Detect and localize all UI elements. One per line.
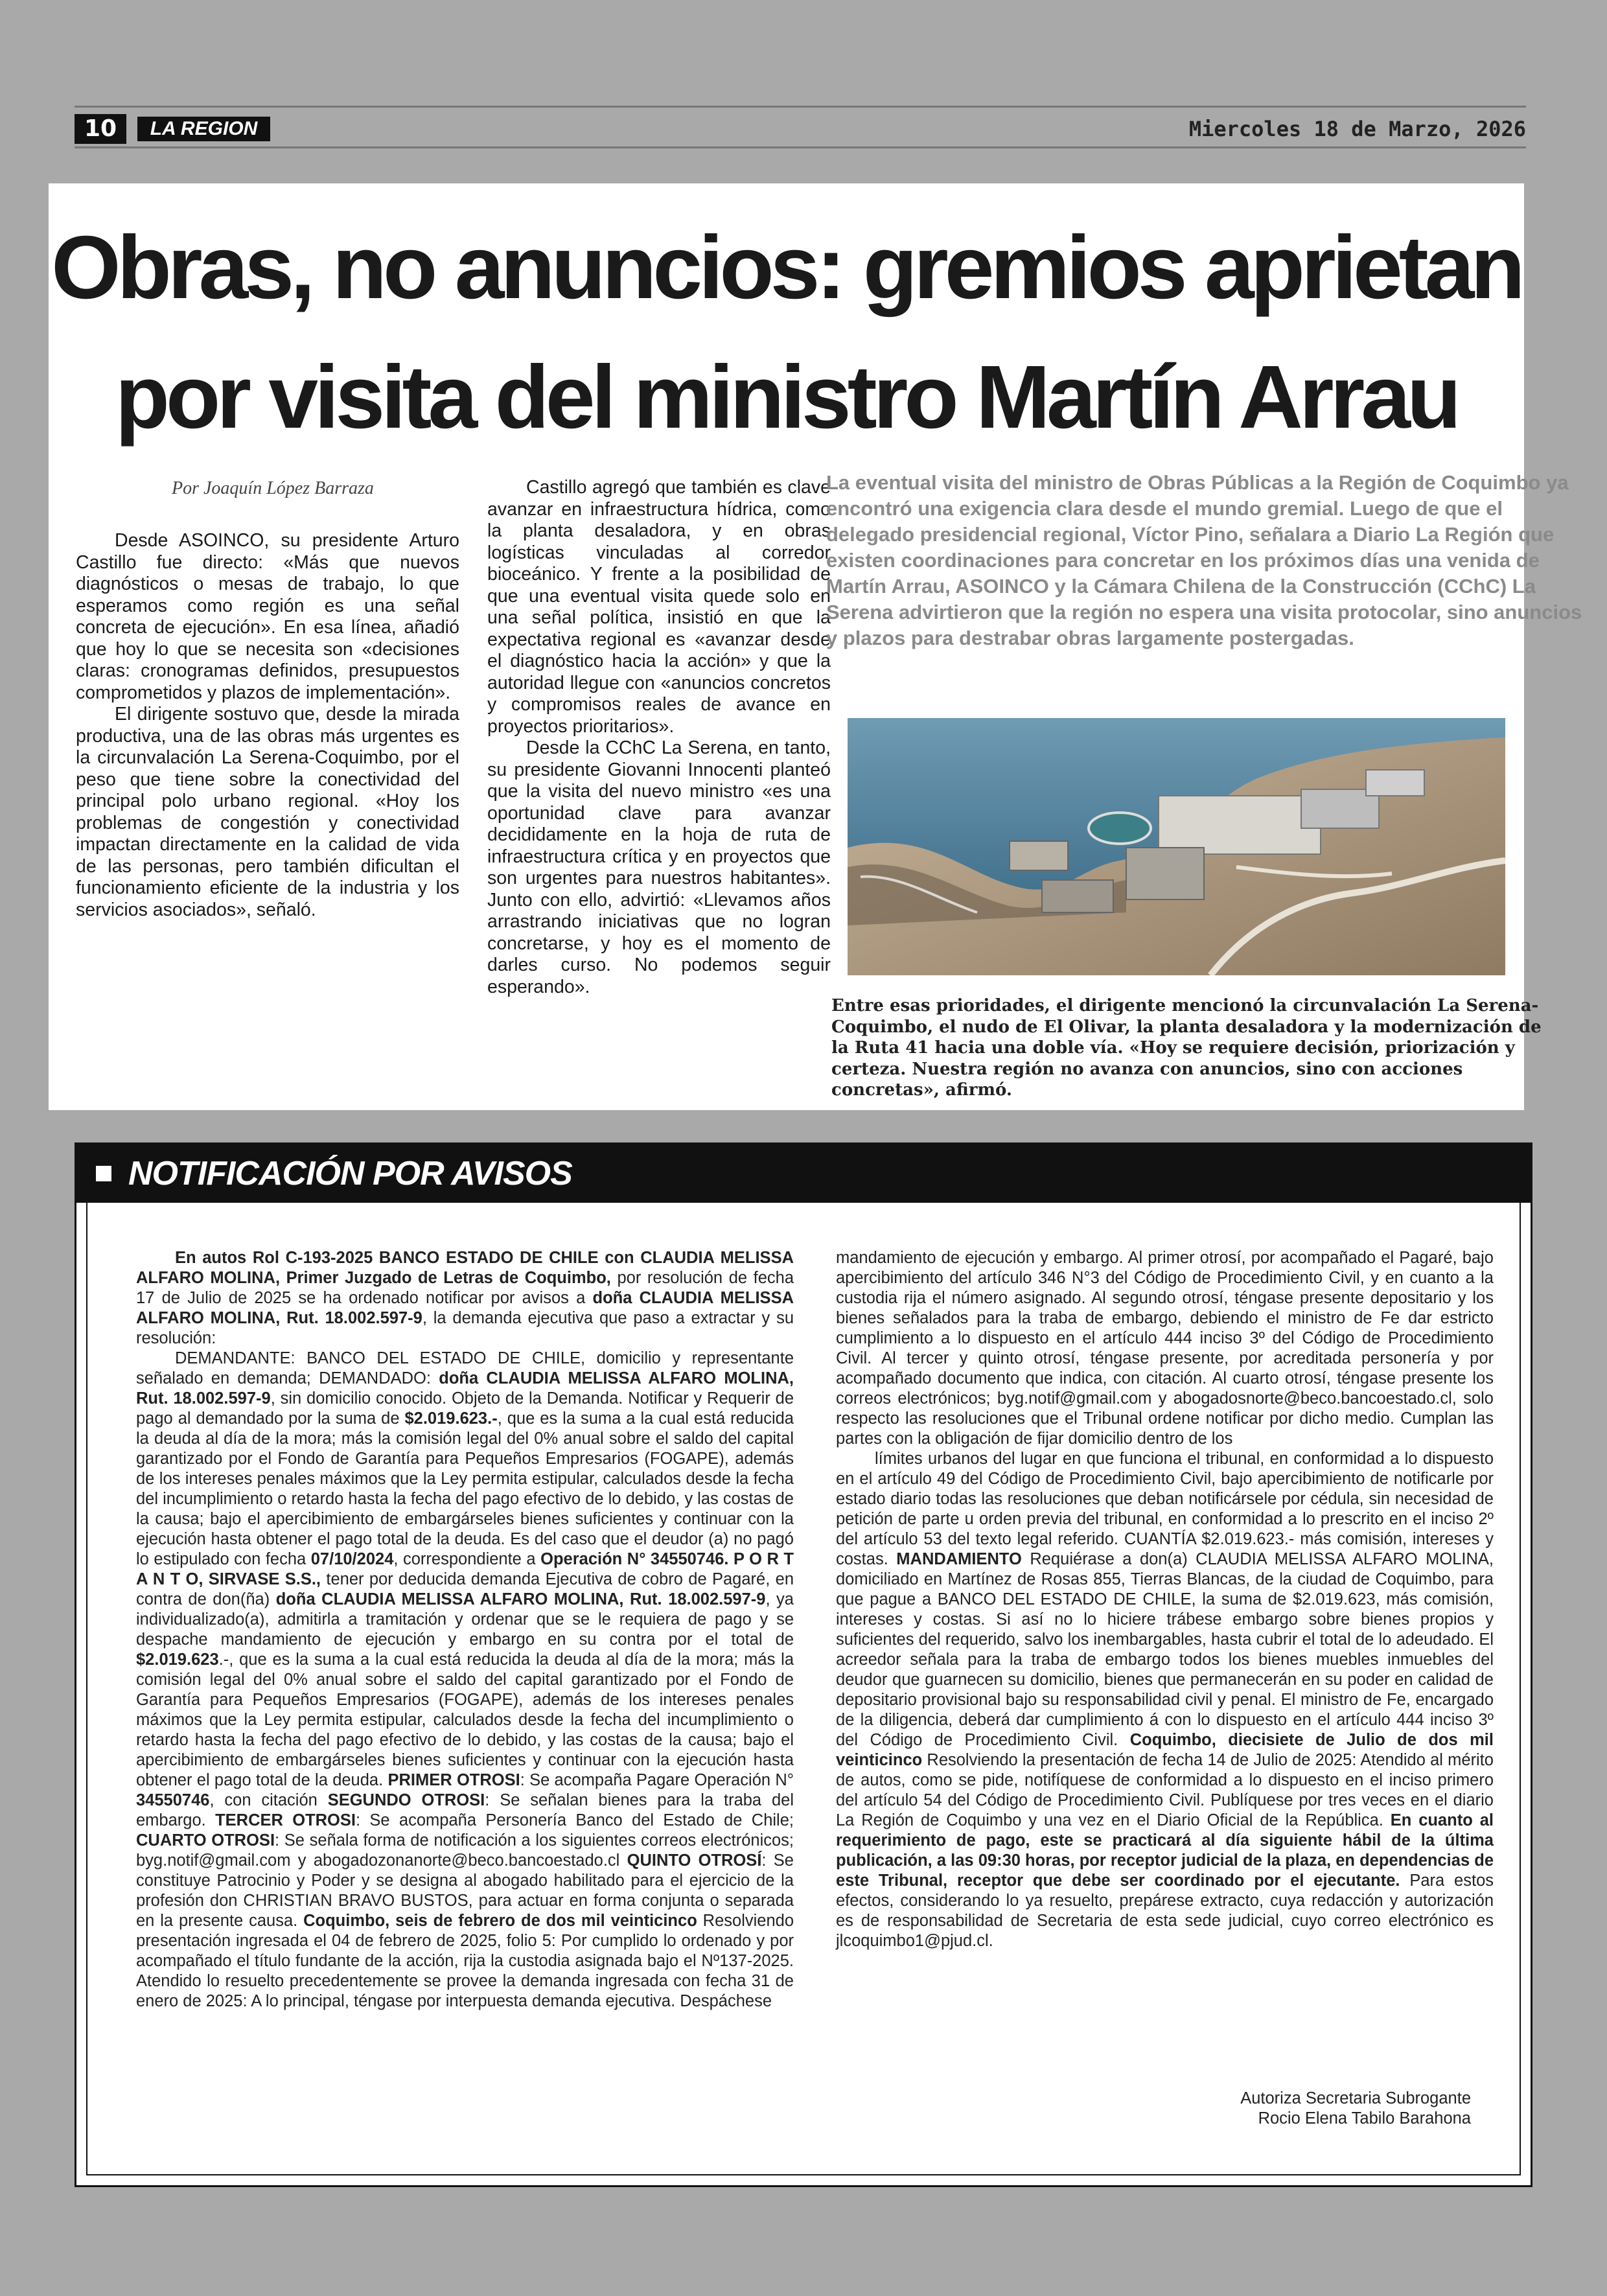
desalination-plant-photo bbox=[848, 718, 1505, 975]
article-column-1 bbox=[76, 530, 459, 921]
article-column-2 bbox=[487, 477, 831, 998]
aerial-photo-illustration bbox=[848, 718, 1505, 975]
legal-notice bbox=[75, 1142, 1532, 2187]
lead-paragraph: La eventual visita del ministro de Obras Públicas a la Región de Coquimbo ya encontró una exigencia clara desde el mundo gremial. Luego de que el delegado presidencial regional, Víctor Pino, señalara a Diario La Región que existen coordinaciones para concretar en los próximos días una venida de Martín Arrau, ASOINCO y la Cámara Chilena de la Construcción (CChC) La Serena advirtieron que la región no espera una visita protocolar, sino anuncios y plazos para destrabar obras largamente postergadas. bbox=[826, 471, 1582, 649]
notice-title-bar bbox=[76, 1144, 1531, 1203]
notice-paragraph: límites urbanos del lugar en que funciona el tribunal, en conformidad a lo dispuesto en el artículo 49 del Código de Procedimiento Civil, bajo apercibimiento de notificarle por estado diario todas las resoluciones que deban notificársele por cédula, sin necesidad de petición de parte u orden previa del tribunal, en conformidad a lo prescrito en el inciso 2º del artículo 53 del texto legal referido. CUANTÍA $2.019.623.- más comisión, intereses y costas. MANDAMIENTO Requiérase a don(a) CLAUDIA MELISSA ALFARO MOLINA, domiciliado en Martínez de Rosas 855, Tierras Blancas, de la ciudad de Coquimbo, para que pague a BANCO DEL ESTADO DE CHILE, la suma de $2.019.623, más comisión, intereses y costas. Si así no lo hiciere trábese embargo sobre bienes propios y suficientes del requerido, salvo los inembargables, hasta cubrir el total de lo adeudado. El acreedor señala para la traba de embargo todos los bienes muebles inmuebles del deudor que guarnecen su domicilio, bienes que permanecerán en su poder en calidad de depositario provisional bajo su responsabilidad civil y penal. El ministro de Fe, encargado de la diligencia, deberá dar cumplimiento á con lo dispuesto en el artículo 444 inciso 3º del Código de Procedimiento Civil. Coquimbo, diecisiete de Julio de dos mil veinticinco Resolviendo la presentación de fecha 14 de Julio de 2025: Atendido al mérito de autos, como se pide, notifíquese de conformidad a lo dispuesto en el inciso primero del artículo 54 del Código de Procedimiento Civil. Publíquese por tres veces en el diario La Región de Coquimbo y una vez en el Diario Oficial de la República. En cuanto al requerimiento de pago, este se practicará al día siguiente hábil de la última publicación, a las 09:30 horas, por receptor judicial de la plaza, en dependencias de este Tribunal, receptor que debe ser coordinado por el ejecutante. Para estos efectos, considerando lo ya resuelto, prepárese extracto, cuya redacción y autorización es de responsabilidad de Secretaria de esta sede judicial, cuyo correo electrónico es jlcoquimbo1@pjud.cl. bbox=[836, 1450, 1494, 1950]
signature-line-1: Autoriza Secretaria Subrogante bbox=[1240, 2089, 1471, 2107]
article bbox=[49, 183, 1582, 1110]
paragraph: Desde la CChC La Serena, en tanto, su presidente Giovanni Innocenti planteó que la visita del nuevo ministro «es una oportunidad clave para avanzar decididamente en la hoja de ruta de infraestructura crítica y en proyectos que son urgentes para nuestros habitantes». Junto con ello, advirtió: «Llevamos años arrastrando iniciativas que no logran concretarse, y hoy es el momento de darles curso. No podemos seguir esperando». bbox=[487, 737, 831, 997]
notice-column-2 bbox=[836, 1248, 1494, 1951]
paragraph: Desde ASOINCO, su presidente Arturo Castillo fue directo: «Más que nuevos diagnósticos o mesas de trabajo, lo que esperamos como región es una señal concreta de ejecución». En esa línea, añadió que hoy lo que se necesita son «decisiones claras: cronogramas definidos, presupuestos comprometidos y plazos de implementación». bbox=[76, 530, 459, 703]
byline: Por Joaquín López Barraza bbox=[172, 478, 374, 498]
signature-line-2: Rocio Elena Tabilo Barahona bbox=[1258, 2109, 1471, 2128]
notice-paragraph: mandamiento de ejecución y embargo. Al primer otrosí, por acompañado el Pagaré, bajo apercibimiento del artículo 346 N°3 del Código de Procedimiento Civil, y en cuanto a la custodia rija el número asignado. Al segundo otrosí, téngase presente depositario y los bienes señalados para la traba de embargo, debiendo el ministro de Fe dar estricto cumplimiento a lo dispuesto en el artículo 444 inciso 3º del Código de Procedimiento Civil. Al tercer y quinto otrosí, téngase presente, por acreditada personería y por acompañado documento que indica, con citación. Al cuarto otrosí, téngase presente los correos electrónicos; byg.notif@gmail.com y abogadosnorte@beco.bancoestado.cl, solo respecto las resoluciones que el Tribunal ordene notificar por dicho medio. Cumplan las partes con la obligación de fijar domicilio dentro de los bbox=[836, 1249, 1494, 1448]
notice-paragraph: En autos Rol C-193-2025 BANCO ESTADO DE CHILE con CLAUDIA MELISSA ALFARO MOLINA, Primer Juzgado de Letras de Coquimbo, por resolución de fecha 17 de Julio de 2025 se ha ordenado notificar por avisos a doña CLAUDIA MELISSA ALFARO MOLINA, Rut. 18.002.597-9, la demanda ejecutiva que paso a extractar y su resolución: bbox=[136, 1249, 794, 1347]
headline-line-2: por visita del ministro Martín Arrau bbox=[115, 347, 1458, 447]
header-top-rule bbox=[75, 106, 1526, 108]
notice-title: NOTIFICACIÓN POR AVISOS bbox=[128, 1155, 572, 1192]
photo-caption: Entre esas prioridades, el dirigente mencionó la circunvalación La Serena-Coquimbo, el nudo de El Olivar, la planta desaladora y la modernización de la Ruta 41 hacia una doble vía. «Hoy se requiere decisión, priorización y certeza. Nuestra región no avanza con anuncios, sino con acciones concretas», afirmó. bbox=[831, 996, 1542, 1100]
paper-name: LA REGION bbox=[137, 117, 270, 141]
notice-paragraph: DEMANDANTE: BANCO DEL ESTADO DE CHILE, domicilio y representante señalado en demanda; DEMANDADO: doña CLAUDIA MELISSA ALFARO MOLINA, Rut. 18.002.597-9, sin domicilio conocido. Objeto de la Demanda. Notificar y Requerir de pago al demandado por la suma de $2.019.623.-, que es la suma a la cual está reducida la deuda al día de la mora; más la comisión legal del 0% anual sobre el saldo del capital garantizado por el Fondo de Garantía para Pequeños Empresarios (FOGAPE), además de los intereses penales máximos que la Ley permita estipular, calculados desde la fecha del incumplimiento o retardo hasta la fecha del pago efectivo de lo debido, y las costas de la causa; bajo el apercibimiento de embargárseles bienes suficientes y continuar con la ejecución hasta obtener el pago total de la deuda. Es del caso que el deudor (a) no pagó lo estipulado con fecha 07/10/2024, correspondiente a Operación N° 34550746. P O R T A N T O, SIRVASE S.S., tener por deducida demanda Ejecutiva de cobro de Pagaré, en contra de don(ña) doña CLAUDIA MELISSA ALFARO MOLINA, Rut. 18.002.597-9, ya individualizado(a), admitirla a tramitación y ordenar que se le requiera de pago y se despache mandamiento de ejecución y embargo en su contra por el total de $2.019.623.-, que es la suma a la cual está reducida la deuda al día de la mora; más la comisión legal del 0% anual sobre el saldo del capital garantizado por el Fondo de Garantía para Pequeños Empresarios (FOGAPE), además de los intereses penales máximos que la Ley permita estipular, calculados desde la fecha del incumplimiento o retardo hasta la fecha del pago efectivo de lo debido, y las costas de la causa; bajo el apercibimiento de embargárseles bienes suficientes y continuar con la ejecución hasta obtener el pago total de la deuda. PRIMER OTROSI: Se acompaña Pagare Operación N° 34550746, con citación SEGUNDO OTROSI: Se señalan bienes para la traba del embargo. TERCER OTROSI: Se acompaña Personería Banco del Estado de Chile; CUARTO OTROSI: Se señala forma de notificación a los siguientes correos electrónicos; byg.notif@gmail.com y abogadozonanorte@beco.bancoestado.cl QUINTO OTROSÍ: Se constituye Patrocinio y Poder y se designa al abogado habilitado para el ejercicio de la profesión don CHRISTIAN BRAVO BUSTOS, para actuar en forma conjunta o separada en la presente causa. Coquimbo, seis de febrero de dos mil veinticinco Resolviendo presentación ingresada el 04 de febrero de 2025, folio 5: Por cumplido lo ordenado y por acompañado el título fundante de la acción, rija la custodia asignada bajo el Nº137-2025. Atendido lo resuelto precedentemente se provee la demanda ingresada con fecha 31 de enero de 2025: A lo principal, téngase por interpuesta demanda ejecutiva. Despáchese bbox=[136, 1349, 794, 2010]
header-bottom-rule bbox=[75, 146, 1526, 148]
page-number: 10 bbox=[75, 114, 126, 144]
paragraph: Castillo agregó que también es clave avanzar en infraestructura hídrica, como la planta desaladora, y en obras logísticas vinculadas al corredor bioceánico. Y frente a la posibilidad de que una eventual visita quede solo en una señal política, insistió en que la expectativa regional es «avanzar desde el diagnóstico hacia la acción» y que la autoridad llegue con «anuncios concretos y compromisos reales de avance en proyectos prioritarios». bbox=[487, 477, 831, 737]
headline bbox=[49, 203, 1524, 462]
notice-frame bbox=[86, 1203, 1521, 2175]
paragraph: El dirigente sostuvo que, desde la mirada productiva, una de las obras más urgentes es la circunvalación La Serena-Coquimbo, por el peso que tiene sobre la conectividad del principal polo urbano regional. «Hoy los problemas de congestión y conectividad impactan directamente en la calidad de vida de las personas, pero también dificultan el funcionamiento eficiente de la industria y los servicios asociados», señaló. bbox=[76, 704, 459, 920]
notice-column-1 bbox=[136, 1248, 794, 2012]
headline-line-1: Obras, no anuncios: gremios aprietan bbox=[51, 218, 1521, 318]
square-bullet-icon bbox=[96, 1166, 111, 1181]
issue-date: Miercoles 18 de Marzo, 2026 bbox=[1188, 117, 1526, 141]
notice-signature bbox=[1240, 2089, 1471, 2129]
